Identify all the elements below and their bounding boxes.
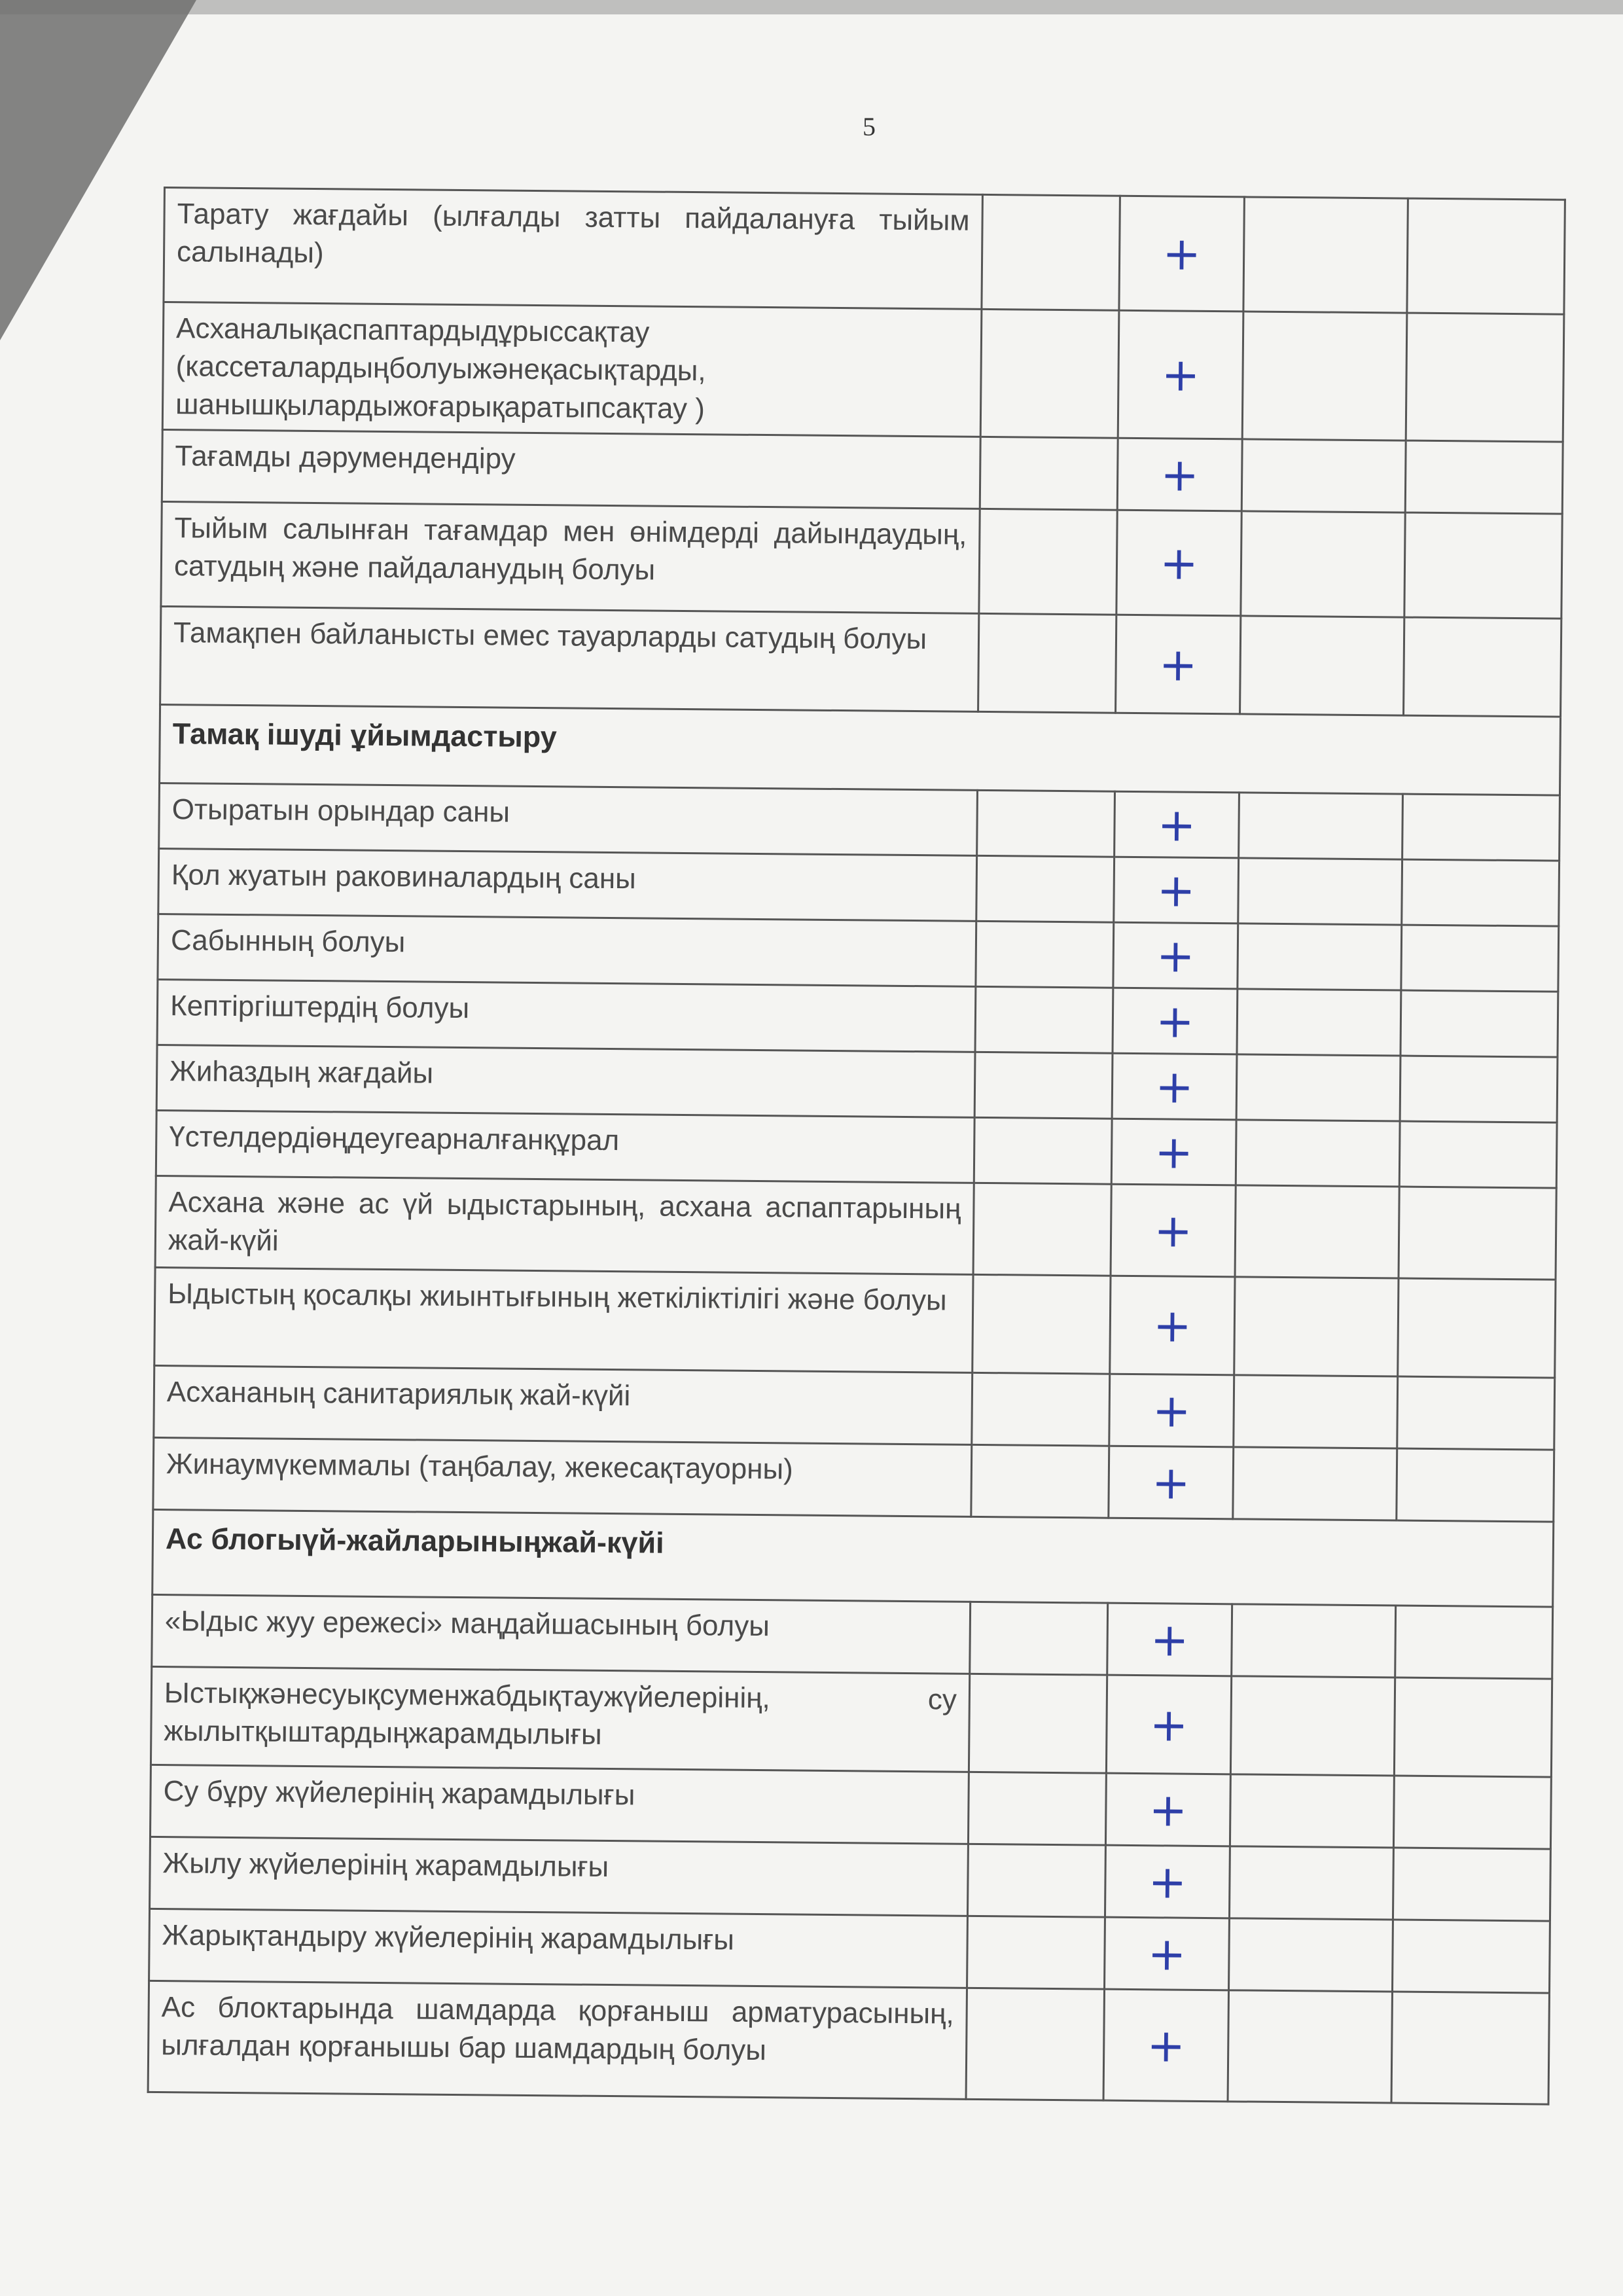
empty-cell <box>1405 440 1563 514</box>
empty-cell <box>976 855 1115 922</box>
empty-cell <box>1237 989 1401 1056</box>
table-row <box>161 501 1562 619</box>
check-mark: + <box>1116 510 1241 616</box>
check-mark: + <box>1103 1989 1228 2102</box>
empty-cell <box>1234 1277 1399 1376</box>
empty-cell <box>977 790 1115 857</box>
empty-cell <box>979 509 1117 615</box>
table-row <box>153 1437 1554 1522</box>
empty-cell <box>1404 512 1562 619</box>
empty-cell <box>1238 924 1402 990</box>
check-mark: + <box>1116 615 1241 714</box>
checklist-sheet <box>147 187 1564 2106</box>
table-row <box>164 188 1565 315</box>
empty-cell <box>1229 1846 1393 1920</box>
checklist-rows <box>148 188 1565 2105</box>
empty-cell <box>1407 198 1565 314</box>
table-row <box>148 1981 1549 2104</box>
empty-cell <box>1230 1676 1395 1776</box>
check-mark: + <box>1113 988 1238 1054</box>
empty-cell <box>1228 1990 1392 2103</box>
table-row <box>159 783 1560 861</box>
table-row <box>151 1666 1552 1777</box>
empty-cell <box>1402 859 1560 926</box>
empty-cell <box>1234 1375 1398 1448</box>
empty-cell <box>1236 1054 1400 1121</box>
scan-shadow-top <box>0 0 1623 14</box>
empty-cell <box>980 437 1118 510</box>
table-row <box>155 1175 1556 1280</box>
empty-cell <box>968 1772 1106 1845</box>
empty-cell <box>982 194 1120 310</box>
criterion-text: Кептіргіштердің болуы <box>157 979 976 1052</box>
table-row <box>157 979 1558 1057</box>
empty-cell <box>967 1844 1105 1917</box>
empty-cell <box>1233 1447 1397 1520</box>
empty-cell <box>1239 793 1403 859</box>
criterion-text: Ас блоктарында шамдарда қорғаныш арматурасының, ылғалдан қорғанышы бар шамдардың болуы <box>148 1981 967 2099</box>
empty-cell <box>966 1988 1104 2100</box>
empty-cell <box>967 1916 1105 1989</box>
empty-cell <box>978 613 1116 713</box>
check-mark: + <box>1109 1374 1234 1447</box>
check-mark: + <box>1112 1053 1237 1120</box>
criterion-text: Сабынның болуы <box>158 914 976 986</box>
criterion-text: «Ыдыс жуу ережесі» маңдайшасының болуы <box>152 1594 971 1674</box>
empty-cell <box>1235 1185 1399 1278</box>
criterion-text: Қол жуатын раковиналардың саны <box>158 848 977 921</box>
table-row <box>156 1110 1557 1188</box>
check-mark: + <box>1113 922 1238 989</box>
table-row <box>154 1365 1555 1450</box>
empty-cell <box>1229 1918 1393 1992</box>
table-row <box>150 1837 1551 1921</box>
check-mark: + <box>1105 1845 1230 1918</box>
empty-cell <box>1393 1848 1550 1921</box>
empty-cell <box>1404 617 1561 717</box>
criterion-text: Жинаумүкеммалы (таңбалау, жекесақтауорны) <box>153 1437 972 1516</box>
criterion-text: Жиһаздың жағдайы <box>156 1045 975 1117</box>
criterion-text: Жарықтандыру жүйелерінің жарамдылығы <box>149 1909 968 1988</box>
empty-cell <box>1393 1920 1550 1993</box>
empty-cell <box>1242 312 1407 440</box>
empty-cell <box>1395 1605 1553 1679</box>
empty-cell <box>1230 1774 1394 1848</box>
empty-cell <box>972 1372 1110 1446</box>
empty-cell <box>1394 1677 1552 1777</box>
empty-cell <box>969 1674 1107 1773</box>
empty-cell <box>975 986 1113 1053</box>
table-row <box>158 914 1559 992</box>
empty-cell <box>1401 925 1559 992</box>
check-mark: + <box>1115 791 1240 858</box>
criterion-text: Отыратын орындар саны <box>159 783 978 855</box>
empty-cell <box>1400 990 1558 1057</box>
criterion-text: Жылу жүйелерінің жарамдылығы <box>150 1837 969 1916</box>
empty-cell <box>1241 511 1405 617</box>
table-row <box>156 1045 1558 1122</box>
empty-cell <box>1393 1776 1551 1849</box>
check-mark: + <box>1105 1773 1230 1846</box>
table-row <box>158 848 1560 926</box>
empty-cell <box>973 1183 1111 1276</box>
empty-cell <box>980 309 1119 438</box>
criterion-text: Асхананың санитариялық жай-күйі <box>154 1365 972 1444</box>
check-mark: + <box>1110 1276 1235 1375</box>
table-row <box>150 1765 1551 1849</box>
empty-cell <box>974 1117 1112 1184</box>
empty-cell <box>1391 1992 1549 2104</box>
checklist-table <box>147 187 1566 2106</box>
empty-cell <box>1399 1121 1557 1188</box>
criterion-text: Үстелдердіөңдеугеарналғанқұрал <box>156 1110 974 1183</box>
table-row <box>154 1267 1556 1378</box>
criterion-text: Тыйым салынған тағамдар мен өнімдерді дайындаудың, сатудың және пайдаланудың болуы <box>161 501 980 613</box>
section-title: Ас блогыүй-жайларыныңжай-күйі <box>152 1509 1554 1607</box>
criterion-text: Тарату жағдайы (ылғалды затты пайдалануға тыйым салынады) <box>164 188 982 310</box>
empty-cell <box>1397 1448 1554 1522</box>
criterion-text: Тамақпен байланысты емес тауарларды сатудың болуы <box>160 606 979 711</box>
empty-cell <box>1236 1120 1400 1187</box>
check-mark: + <box>1109 1446 1234 1519</box>
page-number: 5 <box>863 112 876 141</box>
empty-cell <box>971 1444 1109 1518</box>
check-mark: + <box>1105 1917 1230 1990</box>
empty-cell <box>1402 794 1560 861</box>
empty-cell <box>1397 1376 1555 1450</box>
check-mark: + <box>1106 1675 1231 1774</box>
section-header-row <box>152 1509 1554 1607</box>
table-row <box>162 429 1563 514</box>
section-title: Тамақ ішуді ұйымдастыру <box>160 704 1561 795</box>
empty-cell <box>970 1602 1108 1675</box>
empty-cell <box>972 1274 1111 1374</box>
criterion-text: Ыстықжәнесуықсуменжабдықтаужүйелерінің, су жылытқыштардыңжарамдылығы <box>151 1666 969 1772</box>
criterion-text: Су бұру жүйелерінің жарамдылығы <box>150 1765 969 1844</box>
empty-cell <box>1232 1604 1396 1677</box>
empty-cell <box>1240 616 1404 715</box>
check-mark: + <box>1118 310 1243 439</box>
criterion-text: Асхана және ас үй ыдыстарының, асхана аспаптарының жай-күйі <box>155 1175 974 1274</box>
section-header-row <box>160 704 1561 795</box>
empty-cell <box>1243 197 1408 313</box>
empty-cell <box>1399 1187 1556 1280</box>
empty-cell <box>1238 858 1402 925</box>
criterion-text: Асханалықаспаптардыдұрыссақтау (кассеталардыңболуыжәнеқасықтарды, шанышқылардыжоғарықаратыпсақтау ) <box>162 302 982 437</box>
empty-cell <box>1406 313 1564 442</box>
table-row <box>162 302 1564 442</box>
table-row <box>160 606 1561 717</box>
check-mark: + <box>1107 1603 1232 1676</box>
table-row <box>152 1594 1553 1679</box>
criterion-text: Тағамды дәрумендендіру <box>162 429 980 509</box>
empty-cell <box>974 1052 1113 1119</box>
empty-cell <box>1398 1278 1556 1378</box>
empty-cell <box>1241 439 1406 512</box>
check-mark: + <box>1114 857 1239 924</box>
check-mark: + <box>1111 1184 1236 1277</box>
check-mark: + <box>1117 438 1242 511</box>
check-mark: + <box>1119 196 1245 312</box>
criterion-text: Ыдыстың қосалқы жиынтығының жеткіліктілігі және болуы <box>154 1267 973 1372</box>
empty-cell <box>976 921 1114 988</box>
check-mark: + <box>1111 1119 1236 1185</box>
table-row <box>149 1909 1550 1993</box>
empty-cell <box>1400 1056 1558 1122</box>
